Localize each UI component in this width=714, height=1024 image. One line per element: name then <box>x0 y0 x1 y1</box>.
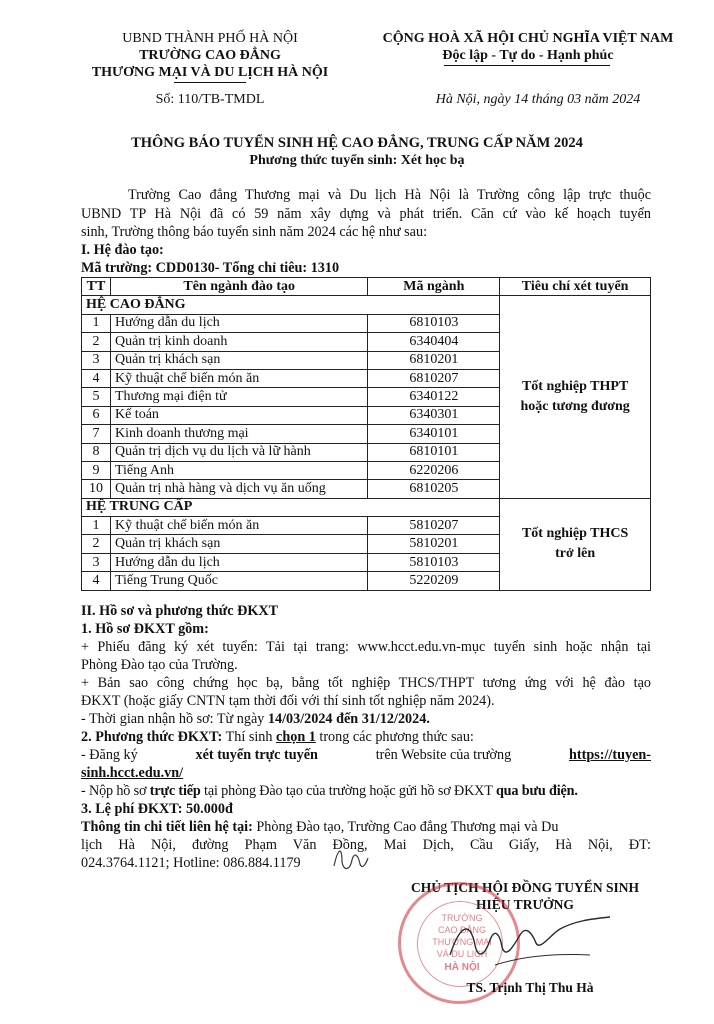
program-name: Kỹ thuật chế biến món ăn <box>110 369 367 387</box>
program-code: 6340101 <box>368 425 500 443</box>
receive-time-prefix: - Thời gian nhận hồ sơ: Từ ngày <box>81 711 268 727</box>
program-code: 6220206 <box>368 461 500 479</box>
online-method-line <box>81 746 651 764</box>
online-link-part2[interactable]: sinh.hcct.edu.vn/ <box>81 765 184 781</box>
col-header-criteria: Tiêu chí xét tuyển <box>500 278 651 296</box>
online-prefix: - Đăng ký <box>81 747 138 763</box>
row-number: 2 <box>82 333 111 351</box>
program-code: 5810201 <box>368 535 500 553</box>
header-motto: Độc lập - Tự do - Hạnh phúc <box>442 48 614 63</box>
criteria-cell-group1 <box>500 296 651 498</box>
row-number: 10 <box>82 480 111 498</box>
table-header-row <box>82 278 651 296</box>
group-title-group2: HỆ TRUNG CẤP <box>82 498 500 516</box>
criteria-line1: Tốt nghiệp THCS <box>521 526 629 542</box>
program-code: 6810205 <box>368 480 500 498</box>
program-name: Tiếng Anh <box>110 461 367 479</box>
program-name: Quản trị khách sạn <box>110 351 367 369</box>
program-table <box>81 277 651 591</box>
program-code: 6810103 <box>368 314 500 332</box>
col-header-code: Mã ngành <box>368 278 500 296</box>
program-name: Quản trị nhà hàng và dịch vụ ăn uống <box>110 480 367 498</box>
header-right-underline <box>444 65 610 66</box>
dossier-item2-line2: ĐKXT (hoặc giấy CNTN tạm thời đối với thí sinh tốt nghiệp năm 2024). <box>81 693 495 709</box>
row-number: 1 <box>82 517 111 535</box>
program-code: 5810103 <box>368 553 500 571</box>
receive-time-mid: đến <box>332 711 362 727</box>
row-number: 1 <box>82 314 111 332</box>
initials-mark <box>330 842 370 876</box>
program-name: Kinh doanh thương mại <box>110 425 367 443</box>
receive-time <box>81 710 430 728</box>
program-code: 6810201 <box>368 351 500 369</box>
contact-label: Thông tin chi tiết liên hệ tại: <box>81 819 253 835</box>
program-code: 6810101 <box>368 443 500 461</box>
header-school-line1: TRƯỜNG CAO ĐẲNG <box>139 48 281 63</box>
method-prefix: Thí sinh <box>222 729 277 745</box>
receive-time-from: 14/03/2024 <box>267 711 333 727</box>
col-header-name: Tên ngành đào tạo <box>110 278 367 296</box>
contact-line3: 024.3764.1121; Hotline: 086.884.1179 <box>81 855 301 871</box>
seal-text-3: THƯƠNG MẠI <box>432 937 492 947</box>
method-line <box>81 728 474 746</box>
doc-date: Hà Nội, ngày 14 tháng 03 năm 2024 <box>435 92 641 107</box>
program-code: 6340122 <box>368 388 500 406</box>
school-code: Mã trường: CDD0130- Tổng chỉ tiêu: 1310 <box>81 260 340 276</box>
signature-title1: CHỦ TỊCH HỘI ĐỒNG TUYỂN SINH <box>411 880 639 895</box>
row-number: 5 <box>82 388 111 406</box>
row-number: 4 <box>82 572 111 590</box>
online-link-part1[interactable]: https://tuyen- <box>569 747 651 763</box>
dossier-item2-line1: + Bản sao công chứng học bạ, bằng tốt nghiệp THCS/THPT tương ứng với hệ đào tạo <box>81 675 651 691</box>
row-number: 6 <box>82 406 111 424</box>
group-row-group1 <box>82 296 651 314</box>
criteria-cell-group2 <box>500 498 651 590</box>
signature-title2: HIỆU TRƯỞNG <box>476 897 574 912</box>
section2-sub3: 3. Lệ phí ĐKXT: 50.000đ <box>81 801 233 817</box>
seal-text-5: HÀ NỘI <box>444 962 480 973</box>
header-left-underline <box>174 82 246 83</box>
group-title-group1: HỆ CAO ĐẲNG <box>82 296 500 314</box>
program-code: 6340301 <box>368 406 500 424</box>
direct-bold: trực tiếp <box>149 783 201 799</box>
contact-text1: Phòng Đào tạo, Trường Cao đẳng Thương mại và Du <box>252 819 559 835</box>
signer-name: TS. Trịnh Thị Thu Hà <box>466 980 594 995</box>
doc-title: THÔNG BÁO TUYỂN SINH HỆ CAO ĐẲNG, TRUNG CẤP NĂM 2024 <box>131 135 583 151</box>
program-name: Hướng dẫn du lịch <box>110 553 367 571</box>
row-number: 4 <box>82 369 111 387</box>
group-row-group2 <box>82 498 651 516</box>
handwritten-signature <box>440 905 620 975</box>
criteria-line1: Tốt nghiệp THPT <box>521 379 629 395</box>
section1-heading: I. Hệ đào tạo: <box>81 242 164 258</box>
program-name: Quản trị kinh doanh <box>110 333 367 351</box>
program-code: 6340404 <box>368 333 500 351</box>
col-header-tt: TT <box>82 278 111 296</box>
row-number: 2 <box>82 535 111 553</box>
row-number: 7 <box>82 425 111 443</box>
receive-time-to: 31/12/2024. <box>361 711 430 727</box>
program-code: 5810207 <box>368 517 500 535</box>
row-number: 3 <box>82 553 111 571</box>
header-authority: UBND THÀNH PHỐ HÀ NỘI <box>122 31 298 46</box>
direct-prefix: - Nộp hồ sơ <box>81 783 150 799</box>
criteria-line2: trở lên <box>555 546 596 562</box>
program-name: Kỹ thuật chế biến món ăn <box>110 517 367 535</box>
row-number: 9 <box>82 461 111 479</box>
intro-line3: sinh, Trường thông báo tuyển sinh năm 2024 các hệ như sau: <box>81 224 428 240</box>
program-name: Tiếng Trung Quốc <box>110 572 367 590</box>
direct-method-line <box>81 782 578 800</box>
online-bold: xét tuyển trực tuyến <box>195 747 318 763</box>
contact-line2: lịch Hà Nội, đường Phạm Văn Đồng, Mai Dịch, Cầu Giấy, Hà Nội, ĐT: <box>81 837 651 853</box>
contact-line1 <box>81 818 651 836</box>
criteria-line2: hoặc tương đương <box>520 399 630 415</box>
program-code: 6810207 <box>368 369 500 387</box>
section2-sub2: 2. Phương thức ĐKXT: <box>81 729 223 745</box>
direct-post: qua bưu điện. <box>495 783 578 799</box>
doc-subtitle: Phương thức tuyển sinh: Xét học bạ <box>249 153 465 168</box>
section2-heading: II. Hồ sơ và phương thức ĐKXT <box>81 603 279 619</box>
program-name: Thương mại điện tử <box>110 388 367 406</box>
doc-number: Số: 110/TB-TMDL <box>155 92 265 107</box>
online-mid: trên Website của trường <box>375 747 512 763</box>
intro-line2: UBND TP Hà Nội đã có 59 năm xây dựng và phát triển. Căn cứ vào kế hoạch tuyển <box>81 206 651 222</box>
dossier-item1-line2: Phòng Đào tạo của Trường. <box>81 657 238 673</box>
program-name: Hướng dẫn du lịch <box>110 314 367 332</box>
method-choose: chọn 1 <box>276 729 316 745</box>
dossier-item1-line1: + Phiếu đăng ký xét tuyển: Tải tại trang: www.hcct.edu.vn-mục tuyển sinh hoặc nhận tại <box>81 639 651 655</box>
program-name: Quản trị khách sạn <box>110 535 367 553</box>
direct-mid: tại phòng Đào tạo của trường hoặc gửi hồ sơ ĐKXT <box>200 783 496 799</box>
program-name: Quản trị dịch vụ du lịch và lữ hành <box>110 443 367 461</box>
header-school-line2: THƯƠNG MẠI VÀ DU LỊCH HÀ NỘI <box>91 65 329 80</box>
row-number: 8 <box>82 443 111 461</box>
program-name: Kế toán <box>110 406 367 424</box>
header-country: CỘNG HOÀ XÃ HỘI CHỦ NGHĨA VIỆT NAM <box>382 31 674 46</box>
seal-text-4: VÀ DU LỊCH <box>436 949 488 959</box>
method-suffix: trong các phương thức sau: <box>315 729 474 745</box>
program-code: 5220209 <box>368 572 500 590</box>
seal-text-1: TRƯỜNG <box>441 913 483 923</box>
section2-sub1: 1. Hồ sơ ĐKXT gồm: <box>81 621 209 637</box>
row-number: 3 <box>82 351 111 369</box>
seal-text-2: CAO ĐẲNG <box>437 925 486 935</box>
intro-line1: Trường Cao đẳng Thương mại và Du lịch Hà Nội là Trường công lập trực thuộc <box>128 187 651 203</box>
